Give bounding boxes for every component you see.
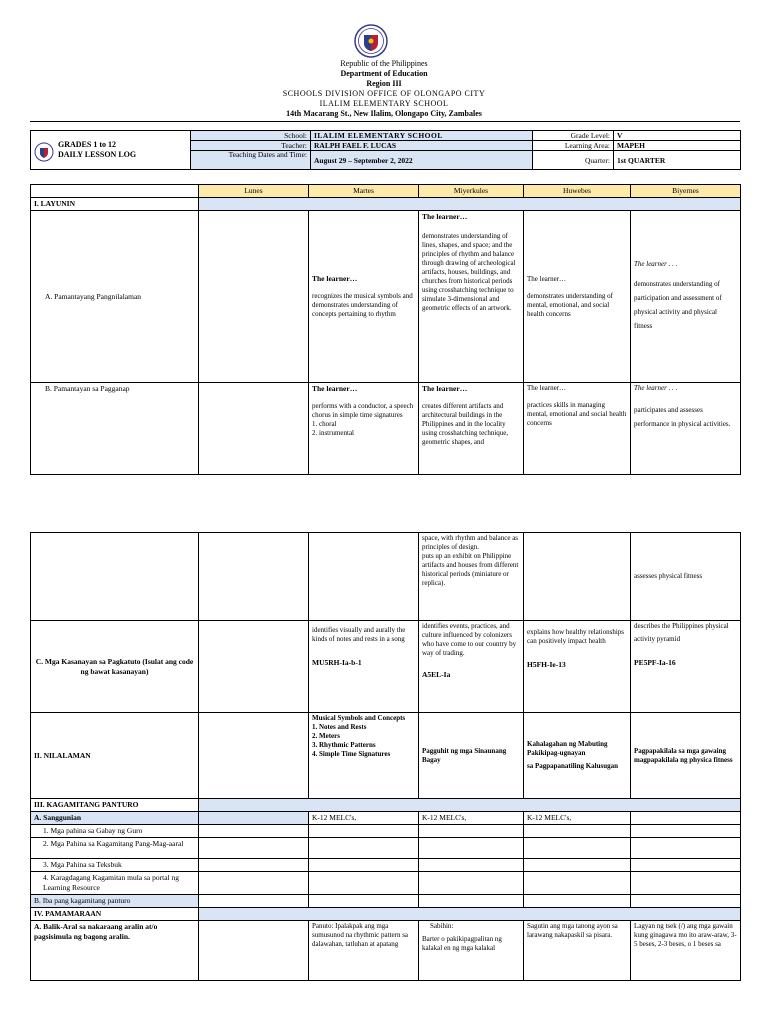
cell-b-miyerkules xyxy=(419,383,524,475)
cell-c-lunes xyxy=(199,621,309,713)
balik-biyernes: Lagyan ng tsek (/) ang mga gawain kung ginagawa mo ito araw-araw, 3-5 beses, 2-3 beses, o 1 beses sa xyxy=(631,921,741,981)
competency-text: identifies visually and aurally the kinds of notes and rests in a song xyxy=(312,626,406,643)
competency-text-2: activity pyramid xyxy=(634,635,681,643)
performance-standard-text: creates different artifacts and architectural buildings in the Philippines and in the locality using crosshatching technique, geometric shapes, and xyxy=(422,402,509,446)
cont-label-cell xyxy=(31,533,199,621)
cont-lunes xyxy=(199,533,309,621)
section-pamamaraan: IV. PAMAMARAAN xyxy=(31,908,199,921)
cell-a-lunes xyxy=(199,211,309,383)
section-nilalaman: II. NILALAMAN xyxy=(31,713,199,799)
deped-seal-small-icon xyxy=(34,142,54,162)
learner-label: The learner… xyxy=(312,274,358,283)
learning-area-value: MAPEH xyxy=(614,141,741,151)
performance-standard-text: performs with a conductor, a speech chorus in simple time signatures 1. choral 2. instrumental xyxy=(312,402,414,437)
cell-nil-miyerkules: Pagguhit ng mga Sinaunang Bagay xyxy=(419,713,524,799)
header-divider xyxy=(30,121,740,122)
learner-label: The learner… xyxy=(422,384,468,393)
competency-code: PE5PF-Ia-16 xyxy=(634,658,676,667)
lesson-table-part2 xyxy=(30,532,741,981)
kagamitang-band xyxy=(199,799,741,812)
row-label-kasanayan: C. Mga Kasanayan sa Pagkatuto (Isulat ang code ng bawat kasanayan) xyxy=(31,621,199,713)
teacher-label: Teacher: xyxy=(191,141,311,151)
learner-label: The learner… xyxy=(422,212,468,221)
content-standard-text: recognizes the musical symbols and demonstrates understanding of concepts pertaining to rhythm xyxy=(312,292,413,318)
grade-level-label: Grade Level: xyxy=(533,131,614,141)
teaching-dates-value: August 29 – September 2, 2022 xyxy=(311,151,533,170)
competency-text: identifies events, practices, and culture influenced by colonizers who have come to our country by way of trading. xyxy=(422,622,517,657)
cell-nil-biyernes: Pagpapakilala sa mga gawaing magpapakilala ng physica fitness xyxy=(631,713,741,799)
content-topic-2: sa Pagpapanatiling Kalusugan xyxy=(527,762,619,770)
balik-instruction: Sabihin: xyxy=(430,922,454,930)
learner-label: The learner . . . xyxy=(634,384,678,392)
content-standard-text: demonstrates understanding of participation and assessment of physical activity and physical fitness xyxy=(634,280,722,330)
cell-a-biyernes xyxy=(631,211,741,383)
division-line: SCHOOLS DIVISION OFFICE OF OLONGAPO CITY xyxy=(282,89,486,98)
row-label-kagamitang-mag-aaral: 2. Mga Pahina sa Kagamitang Pang-Mag-aaral xyxy=(31,838,199,859)
deped-seal-icon xyxy=(354,24,388,58)
grade-level-value: V xyxy=(614,131,741,141)
republic-line: Republic of the Philippines xyxy=(340,59,428,68)
cell-c-martes xyxy=(309,621,419,713)
school-line: ILALIM ELEMENTARY SCHOOL xyxy=(319,99,449,108)
row-label-iba-pang-kagamitan: B. Iba pang kagamitang panturo xyxy=(31,895,199,908)
learner-label: The learner… xyxy=(527,274,567,283)
competency-code: A5EL-Ia xyxy=(422,670,451,679)
balik-huwebes: Sagutin ang mga tanong ayon sa larawang nakapaskil sa pisara. xyxy=(524,921,631,981)
cell-c-huwebes xyxy=(524,621,631,713)
cell-nil-lunes xyxy=(199,713,309,799)
teacher-value: RALPH FAEL F. LUCAS xyxy=(311,141,533,151)
lesson-table-part1 xyxy=(30,184,741,475)
cell-b-lunes xyxy=(199,383,309,475)
cell-a-huwebes xyxy=(524,211,631,383)
section-kagamitang-panturo: III. KAGAMITANG PANTURO xyxy=(31,799,199,812)
sang-martes: K-12 MELC's, xyxy=(309,812,419,825)
dll-title-grades: GRADES 1 to 12 xyxy=(58,140,117,149)
sang-miyerkules: K-12 MELC's, xyxy=(419,812,524,825)
sang-biyernes xyxy=(631,812,741,825)
school-value: ILALIM ELEMENTARY SCHOOL xyxy=(311,131,533,141)
region-line: Region III xyxy=(366,79,402,88)
teaching-dates-label: Teaching Dates and Time: xyxy=(191,151,311,170)
day-header-miyerkules: Miyerkules xyxy=(419,185,524,198)
cell-b-biyernes xyxy=(631,383,741,475)
learning-area-label: Learning Area: xyxy=(533,141,614,151)
blank-header-cell xyxy=(31,185,199,198)
cell-c-miyerkules xyxy=(419,621,524,713)
cont-miyerkules: space, with rhythm and balance as principles of design. puts up an exhibit on Philippine artifacts and houses from different historical periods (miniature or replica). xyxy=(419,533,524,621)
layunin-band xyxy=(199,198,741,211)
performance-standard-text: participates and assesses performance in physical activities. xyxy=(634,406,731,428)
day-header-biyernes: Biyernes xyxy=(631,185,741,198)
balik-martes: Panuto: Ipalakpak ang mga sumusunod na rhythmic pattern sa dalawahan, tatluhan at apatang xyxy=(309,921,419,981)
row-label-pamantayan-sa-pagganap: B. Pamantayan sa Pagganap xyxy=(31,383,199,475)
cell-c-biyernes xyxy=(631,621,741,713)
balik-text: Barter o pakikipagpalitan ng kalakal en ng mga kalakal xyxy=(422,935,502,952)
cell-b-huwebes xyxy=(524,383,631,475)
balik-lunes xyxy=(199,921,309,981)
row-label-teksbuk: 3. Mga Pahina sa Teksbuk xyxy=(31,859,199,872)
learner-label: The learner… xyxy=(312,384,358,393)
row-label-sanggunian: A. Sanggunian xyxy=(31,812,199,825)
day-header-lunes: Lunes xyxy=(199,185,309,198)
department-line: Department of Education xyxy=(340,69,428,78)
row-label-balik-aral: A. Balik-Aral sa nakaraang aralin at/o pagsisimula ng bagong aralin. xyxy=(31,921,199,981)
address-line: 14th Macarang St., New Ilalim, Olongapo City, Zambales xyxy=(286,109,482,118)
cell-nil-huwebes xyxy=(524,713,631,799)
content-topic: Kahalagahan ng Mabuting Pakikipag-ugnayan xyxy=(527,740,608,757)
dll-title: DAILY LESSON LOG xyxy=(58,150,137,159)
cell-a-martes xyxy=(309,211,419,383)
section-layunin: I. LAYUNIN xyxy=(31,198,199,211)
learner-label: The learner . . . xyxy=(634,260,678,268)
cell-a-miyerkules xyxy=(419,211,524,383)
competency-text: describes the Philippines physical xyxy=(634,622,729,630)
competency-code: H5FH-Ie-13 xyxy=(527,660,566,669)
performance-standard-text: practices skills in managing mental, emotional and social health concerns xyxy=(527,401,627,427)
balik-miyerkules xyxy=(419,921,524,981)
day-header-martes: Martes xyxy=(309,185,419,198)
dll-info-table xyxy=(30,130,741,170)
quarter-value: 1st QUARTER xyxy=(614,151,741,170)
row-label-learning-resource: 4. Karagdagang Kagamitan mula sa portal ng Learning Resource xyxy=(31,872,199,895)
content-standard-text: demonstrates understanding of mental, emotional, and social health concerns xyxy=(527,291,613,318)
learner-label: The learner… xyxy=(527,384,567,392)
school-label: School: xyxy=(191,131,311,141)
sang-lunes xyxy=(199,812,309,825)
pamamaraan-band xyxy=(199,908,741,921)
row-label-gabay-guro: 1. Mga pahina sa Gabay ng Guro xyxy=(31,825,199,838)
cont-huwebes xyxy=(524,533,631,621)
competency-text: explains how healthy relationships can positively impact health xyxy=(527,628,625,645)
day-header-huwebes: Huwebes xyxy=(524,185,631,198)
sang-huwebes: K-12 MELC's, xyxy=(524,812,631,825)
row-label-pamantayang-pangnilalaman: A. Pamantayang Pangnilalaman xyxy=(31,211,199,383)
content-standard-text: demonstrates understanding of lines, shapes, and space; and the principles of rhythm and balance through drawing of archeological artifacts, houses, buildings, and churches from historical periods using crosshatching technique to simulate 3-dimensional and geometric effects of an artwork. xyxy=(422,232,516,312)
cell-nil-martes: Musical Symbols and Concepts 1. Notes and Rests 2. Meters 3. Rhythmic Patterns 4. Simple Time Signatures xyxy=(309,713,419,799)
cont-biyernes: assesses physical fitness xyxy=(631,533,741,621)
cell-b-martes xyxy=(309,383,419,475)
letterhead xyxy=(0,59,768,119)
quarter-label: Quarter: xyxy=(533,151,614,170)
cont-martes xyxy=(309,533,419,621)
competency-code: MU5RH-Ia-b-1 xyxy=(312,658,362,667)
